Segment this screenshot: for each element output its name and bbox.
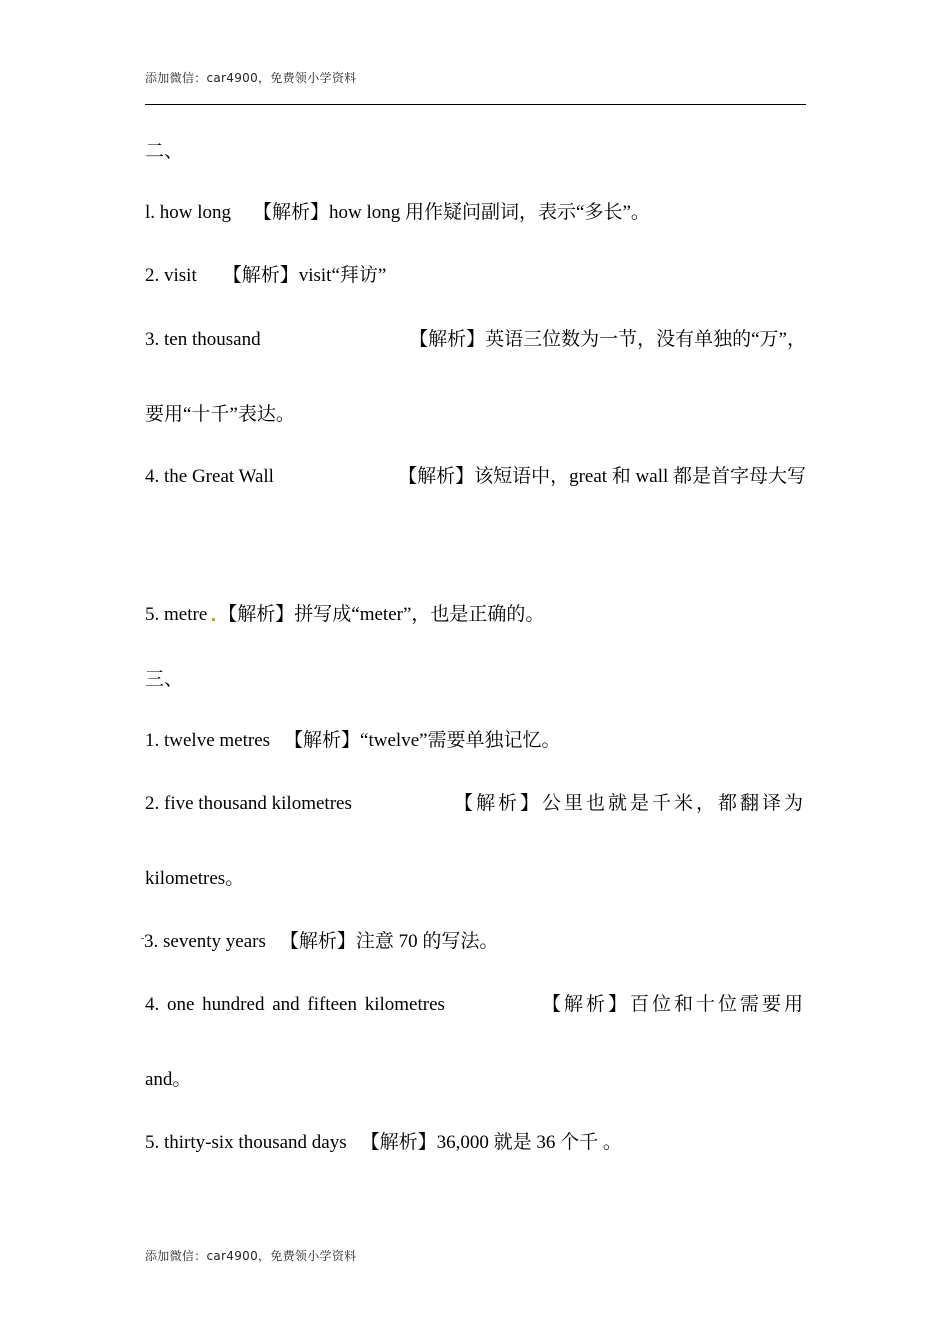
explanation-text: 【解析】该短语中，great 和 wall 都是首字母大写 [398,466,806,487]
explanation-text: 【解析】visit“拜访” [222,265,387,286]
answer-text: 3. ten thousand [145,329,261,350]
explanation-text: 【解析】how long 用作疑问副词，表示“多长”。 [253,202,650,223]
section-3-item-2 [145,792,806,816]
header-divider [145,104,806,105]
explanation-text: 【解析】注意 70 的写法。 [279,931,499,952]
explanation-text: 【解析】拼写成“meter”，也是正确的。 [218,604,545,625]
section-3-item-3 [141,930,498,954]
section-3-item-5 [145,1131,622,1155]
highlight-mark [212,618,215,621]
section-2-heading: 二、 [145,141,184,162]
explanation-text: 【解析】英语三位数为一节，没有单独的“万”， [409,329,806,350]
answer-text: 5. metre [145,604,208,625]
section-2-item-1 [145,201,650,225]
section-2-item-5 [145,603,544,627]
explanation-text: 【解析】公里也就是千米，都翻译为 [453,793,806,814]
answer-text: 2. five thousand kilometres [145,793,352,814]
section-2-item-4 [145,465,806,489]
section-3-item-4 [145,993,806,1017]
answer-text: 2. visit [145,265,197,286]
page-header-text: 添加微信：car4900，免费领小学资料 [145,71,357,85]
section-2-item-3 [145,328,806,352]
explanation-text: 【解析】百位和十位需要用 [541,994,806,1015]
section-3-item-2-continuation: kilometres。 [145,868,245,889]
explanation-text: 【解析】“twelve”需要单独记忆。 [284,730,561,751]
answer-text: 4. one hundred and fifteen kilometres [145,994,445,1015]
answer-text: l. how long [145,202,232,223]
page-footer-text: 添加微信：car4900，免费领小学资料 [145,1249,357,1263]
section-3-item-1 [145,729,561,753]
explanation-text: 【解析】36,000 就是 36 个千 。 [360,1132,622,1153]
section-2-item-3-continuation: 要用“十千”表达。 [145,404,295,425]
section-2-item-2 [145,264,386,288]
answer-text: 1. twelve metres [145,730,271,751]
answer-text: 3. seventy years [144,931,266,952]
answer-text: 5. thirty-six thousand days [145,1132,347,1153]
section-3-heading: 三、 [145,669,184,690]
section-3-item-4-continuation: and。 [145,1069,192,1090]
answer-text: 4. the Great Wall [145,466,274,487]
